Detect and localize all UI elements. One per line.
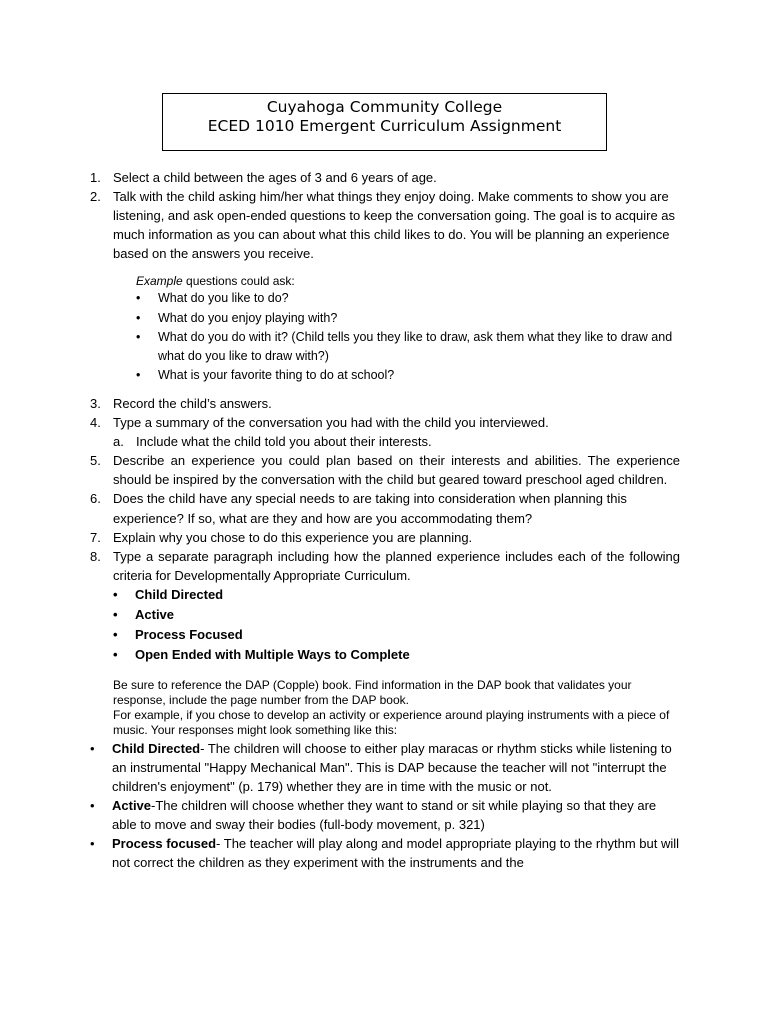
- sub-step-letter: a.: [113, 434, 124, 450]
- example-intro: [136, 273, 680, 289]
- example-question: [136, 309, 680, 328]
- bullet-icon: •: [90, 836, 95, 852]
- step-text: Does the child have any special needs to are taking into consideration when planning this experience? If so, what are they and how are you accommodating them?: [113, 491, 627, 526]
- sample-response-list: [90, 739, 680, 873]
- sub-step-item: [113, 432, 680, 451]
- step-text: Record the child’s answers.: [113, 395, 272, 411]
- sample-response: [90, 739, 680, 796]
- step-number: 6.: [90, 491, 101, 507]
- sample-response-text: - The teacher will play along and model appropriate playing to the rhythm but will not correct the children as they experiment with the instruments and the: [112, 836, 680, 871]
- document-body: [90, 168, 680, 872]
- assignment-title: ECED 1010 Emergent Curriculum Assignment: [207, 117, 562, 135]
- sample-response-text: - The children will choose to either play maracas or rhythm sticks while listening to an instrumental "Happy Mechanical Man". This is DAP because the teacher will not "interrupt the children's enjoyment" (p. 179) whether they are in time with the music or not.: [112, 740, 672, 794]
- step-text: Talk with the child asking him/her what things they enjoy doing. Make comments to show you are listening, and ask open-ended questions to keep the conversation going. The goal is to acquire as much information as you can about what this child likes to do. You will be planning an experience based on the answers you receive.: [113, 189, 676, 262]
- step-number: 8.: [90, 548, 101, 564]
- example-question: [136, 328, 680, 366]
- step-list-continued: [90, 394, 680, 665]
- example-intro-text: questions could ask:: [182, 274, 295, 289]
- criteria-text: Open Ended with Multiple Ways to Complete: [135, 646, 410, 662]
- document-title-box: [162, 93, 607, 151]
- sample-response-label: Process focused: [112, 836, 217, 852]
- bullet-icon: •: [113, 586, 118, 602]
- example-question-text: What do you like to do?: [158, 291, 289, 306]
- example-question-text: What is your favorite thing to do at school?: [158, 367, 395, 382]
- example-question-text: What do you do with it? (Child tells you they like to draw, ask them what they like to draw and what do you like to draw with?): [158, 329, 673, 363]
- example-question-list: [136, 289, 680, 384]
- step-item: [90, 528, 680, 547]
- sample-response-text: -The children will choose whether they want to stand or sit while playing so that they are able to move and sway their bodies (full-body movement, p. 321): [112, 797, 657, 833]
- college-name: Cuyahoga Community College: [266, 98, 503, 116]
- step-number: 1.: [90, 170, 101, 185]
- criteria-item: [113, 625, 680, 645]
- bullet-icon: •: [113, 626, 118, 642]
- step-text: Describe an experience you could plan based on their interests and abilities. The experience should be inspired by the conversation with the child but geared toward preschool aged children.: [113, 453, 680, 488]
- dap-note-paragraph: Be sure to reference the DAP (Copple) book. Find information in the DAP book that validates your response, include the page number from the DAP book.: [113, 677, 632, 708]
- example-question-text: What do you enjoy playing with?: [158, 310, 338, 325]
- example-question: [136, 289, 680, 308]
- step-text: Select a child between the ages of 3 and 6 years of age.: [113, 170, 437, 185]
- step-item: [90, 547, 680, 665]
- step-text: Type a summary of the conversation you had with the child you interviewed.: [113, 415, 549, 431]
- bullet-icon: •: [136, 310, 141, 325]
- sample-response: [90, 796, 680, 834]
- step-number: 4.: [90, 415, 101, 431]
- bullet-icon: •: [136, 329, 141, 344]
- criteria-item: [113, 645, 680, 665]
- criteria-text: Active: [135, 606, 175, 622]
- sample-response-label: Child Directed: [112, 740, 201, 756]
- sample-response: [90, 834, 680, 872]
- bullet-icon: •: [136, 367, 141, 382]
- step-item: [90, 168, 680, 187]
- dap-reference-note: [90, 678, 680, 739]
- step-text: Type a separate paragraph including how the planned experience includes each of the following criteria for Developmentally Appropriate Curriculum.: [113, 548, 680, 583]
- step-list: [90, 168, 680, 263]
- criteria-item: [113, 585, 680, 605]
- sub-step-text: Include what the child told you about their interests.: [136, 434, 432, 450]
- bullet-icon: •: [136, 291, 141, 306]
- step-number: 2.: [90, 189, 101, 205]
- example-questions-block: [90, 273, 680, 384]
- step-number: 3.: [90, 395, 101, 411]
- step-item: [90, 187, 680, 263]
- dap-example-paragraph: For example, if you chose to develop an activity or experience around playing instruments with a piece of music. Your responses might look something like this:: [113, 708, 670, 738]
- example-question: [136, 366, 680, 385]
- bullet-icon: •: [113, 606, 118, 622]
- step-item: [90, 394, 680, 413]
- dap-criteria-list: [113, 585, 680, 665]
- step-text: Explain why you chose to do this experience you are planning.: [113, 529, 473, 545]
- criteria-text: Process Focused: [135, 626, 243, 642]
- criteria-item: [113, 605, 680, 625]
- step-item: [90, 489, 680, 527]
- example-intro-emphasis: Example: [136, 274, 183, 289]
- step-number: 5.: [90, 453, 101, 469]
- sample-response-label: Active: [112, 797, 152, 813]
- step-item: [90, 451, 680, 489]
- bullet-icon: •: [90, 797, 95, 813]
- step-number: 7.: [90, 529, 101, 545]
- criteria-text: Child Directed: [135, 586, 224, 602]
- bullet-icon: •: [90, 740, 95, 756]
- bullet-icon: •: [113, 646, 118, 662]
- step-item: [90, 413, 680, 451]
